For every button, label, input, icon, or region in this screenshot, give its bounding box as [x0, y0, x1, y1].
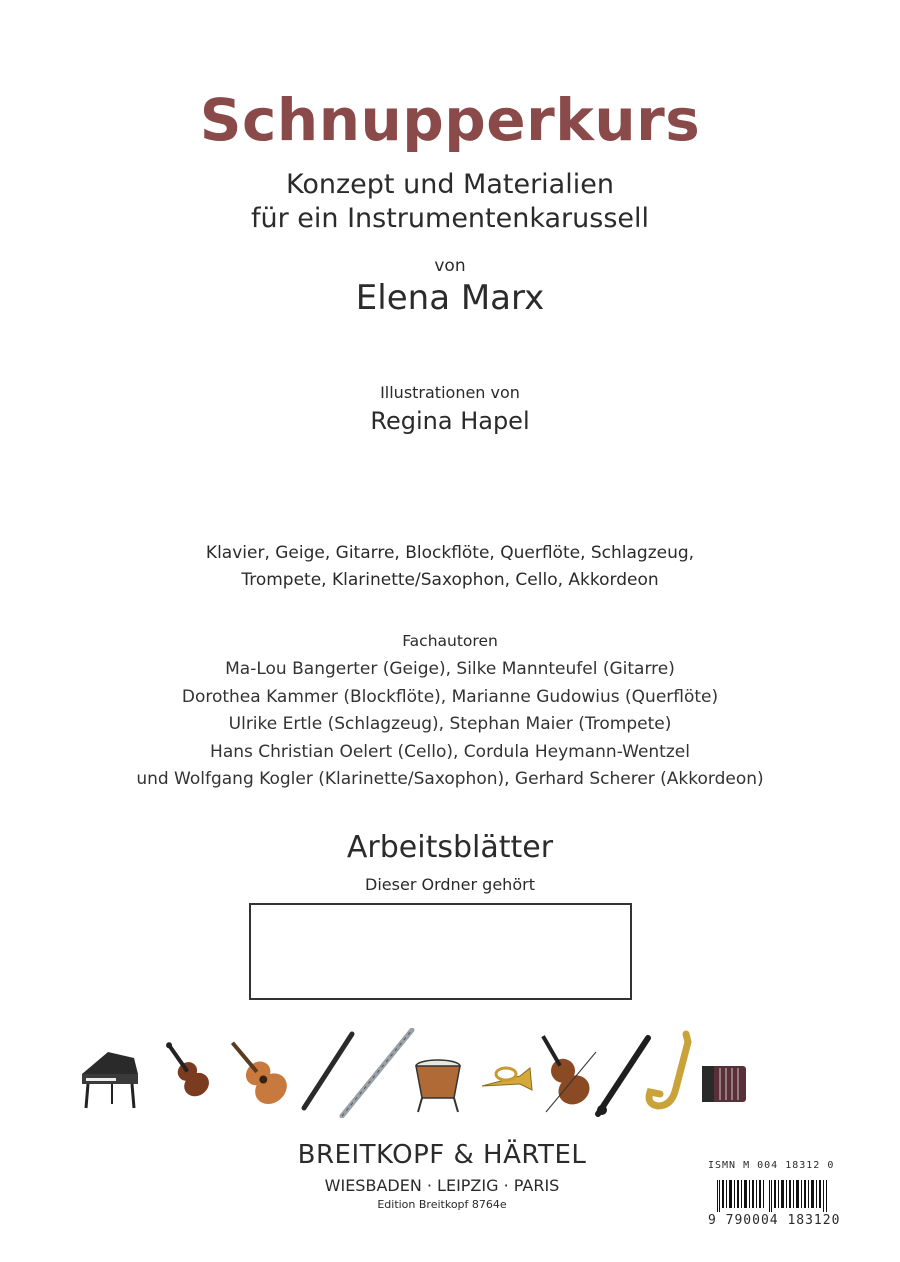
page-title: Schnupperkurs: [199, 86, 701, 154]
publisher-cities: WIESBADEN · LEIPZIG · PARIS: [324, 1176, 560, 1195]
publisher-name: BREITKOPF & HÄRTEL: [297, 1140, 587, 1170]
contributors-line: Hans Christian Oelert (Cello), Cordula Heymann-Wentzel: [210, 741, 690, 762]
subtitle-line-1: Konzept und Materialien: [286, 169, 614, 200]
subtitle: [0, 168, 900, 236]
contributors-list: [0, 656, 900, 794]
guitar-icon: [219, 1032, 293, 1111]
instrument-list-line-2: Trompete, Klarinette/Saxophon, Cello, Akkordeon: [241, 570, 659, 590]
drum-icon: [416, 1060, 460, 1112]
piano-icon: [82, 1052, 138, 1108]
contributors-label: Fachautoren: [402, 632, 498, 650]
author-name: Elena Marx: [355, 278, 545, 318]
owner-label: Dieser Ordner gehört: [365, 875, 535, 894]
accordion-icon: [702, 1066, 746, 1102]
instrument-list: [0, 540, 900, 594]
section-title: Arbeitsblätter: [346, 830, 554, 865]
illustrations-label: Illustrationen von: [380, 383, 520, 402]
recorder-icon: [304, 1034, 352, 1108]
by-label: von: [434, 256, 466, 276]
contributors-line: Ma-Lou Bangerter (Geige), Silke Mannteufel (Gitarre): [225, 659, 675, 679]
trumpet-icon: [482, 1068, 532, 1090]
illustrator-name: Regina Hapel: [370, 407, 530, 435]
saxophone-icon: [649, 1034, 688, 1106]
barcode-number: 9 790004 183120: [708, 1213, 841, 1228]
instrument-list-line-1: Klavier, Geige, Gitarre, Blockflöte, Querflöte, Schlagzeug,: [205, 543, 695, 563]
contributors-line: Ulrike Ertle (Schlagzeug), Stephan Maier (Trompete): [228, 714, 672, 734]
flute-icon: [342, 1030, 412, 1116]
barcode-icon: [717, 1180, 829, 1212]
contributors-line: und Wolfgang Kogler (Klarinette/Saxophon), Gerhard Scherer (Akkordeon): [136, 769, 764, 789]
subtitle-line-2: für ein Instrumentenkarussell: [250, 203, 650, 234]
contributors-line: Dorothea Kammer (Blockflöte), Marianne Gudowius (Querflöte): [181, 686, 719, 707]
violin-icon: [157, 1035, 214, 1101]
clarinet-icon: [597, 1038, 648, 1115]
owner-name-box[interactable]: [249, 903, 632, 1000]
edition-number: Edition Breitkopf 8764e: [377, 1198, 507, 1211]
ismn-code: ISMN M 004 18312 0: [708, 1160, 835, 1171]
cello-icon: [529, 1028, 596, 1112]
instrument-illustrations: [78, 1028, 768, 1118]
